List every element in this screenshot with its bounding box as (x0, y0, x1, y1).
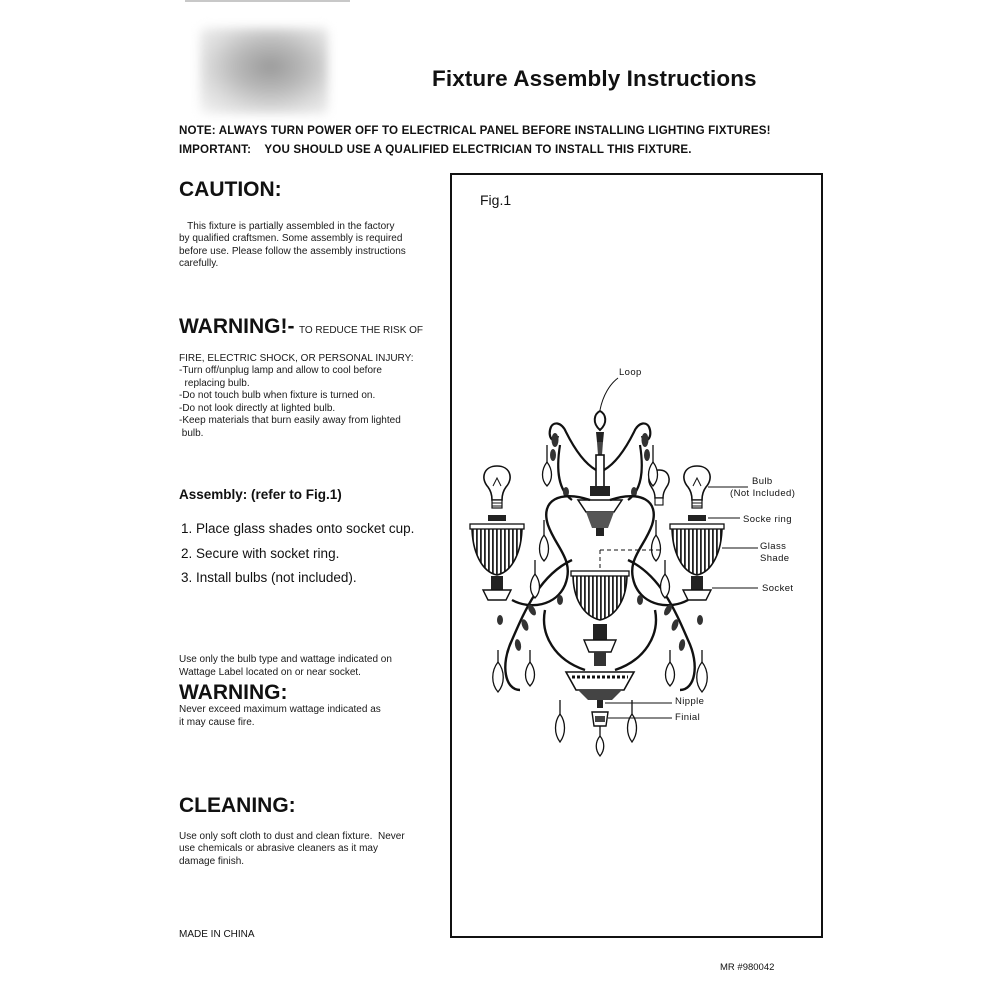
cleaning-line: damage finish. (179, 855, 245, 867)
shade-label: Shade (760, 553, 790, 564)
loop-part (595, 411, 606, 455)
glass-label: Glass (760, 541, 787, 552)
right-socket (683, 576, 711, 600)
cleaning-heading: CLEANING: (179, 794, 296, 817)
bulb-note-line: Wattage Label located on or near socket. (179, 666, 361, 678)
center-stem (578, 455, 622, 536)
center-socket (584, 624, 616, 652)
warning-heading: WARNING!- (179, 315, 295, 338)
cleaning-line: Use only soft cloth to dust and clean fixture. Never (179, 830, 405, 842)
warning-line: FIRE, ELECTRIC SHOCK, OR PERSONAL INJURY: (179, 352, 414, 364)
bulb-not-included-label: (Not Included) (730, 488, 796, 499)
caution-line: carefully. (179, 258, 219, 269)
bulb-note-line: Use only the bulb type and wattage indicated on (179, 654, 392, 665)
bulb-label: Bulb (752, 476, 773, 487)
center-glass-shade (571, 571, 629, 620)
figure-label: Fig.1 (480, 192, 512, 208)
right-socket-ring (688, 515, 706, 521)
warning-line: replacing bulb. (179, 377, 250, 389)
caution-line: This fixture is partially assembled in the factory (179, 220, 395, 232)
left-glass-shade (470, 524, 524, 575)
loop-label: Loop (619, 367, 642, 378)
finial-label: Finial (675, 712, 701, 723)
left-bulb (484, 466, 510, 508)
nipple-label: Nipple (675, 696, 705, 707)
cleaning-line: use chemicals or abrasive cleaners as it may (179, 843, 378, 854)
nipple-part (597, 700, 603, 708)
right-bulb (684, 466, 710, 508)
electrician-note: IMPORTANT: YOU SHOULD USE A QUALIFIED ELECTRICIAN TO INSTALL THIS FIXTURE. (179, 143, 692, 156)
page-title: Fixture Assembly Instructions (432, 66, 757, 91)
caution-line: before use. Please follow the assembly instructions (179, 245, 406, 257)
finial-part (592, 712, 608, 726)
left-socket (483, 576, 511, 600)
socket-label: Socket (762, 583, 794, 594)
wattage-warning-heading: WARNING: (179, 681, 288, 704)
caution-line: by qualified craftsmen. Some assembly is required (179, 233, 403, 244)
power-off-note: NOTE: ALWAYS TURN POWER OFF TO ELECTRICAL PANEL BEFORE INSTALLING LIGHTING FIXTURES! (179, 124, 771, 137)
fixture-body (566, 652, 634, 700)
warning-line: bulb. (179, 427, 204, 439)
right-glass-shade (670, 524, 724, 575)
warning-line: -Do not look directly at lighted bulb. (179, 402, 336, 414)
warning-line: -Do not touch bulb when fixture is turned on. (179, 390, 376, 401)
left-socket-ring (488, 515, 506, 521)
warning-inline-text: TO REDUCE THE RISK OF (298, 325, 424, 336)
assembly-heading: Assembly: (refer to Fig.1) (179, 487, 342, 502)
warning-line: -Turn off/unplug lamp and allow to cool before (179, 365, 382, 376)
assembly-step: 1. Place glass shades onto socket cup. (181, 521, 415, 536)
wattage-warning-line: it may cause fire. (179, 716, 255, 728)
made-in-label: MADE IN CHINA (179, 929, 255, 940)
socket-ring-label: Socke ring (743, 514, 792, 525)
caution-heading: CAUTION: (179, 178, 282, 201)
wattage-warning-line: Never exceed maximum wattage indicated as (179, 704, 381, 715)
assembly-step: 3. Install bulbs (not included). (181, 570, 357, 585)
warning-line: -Keep materials that burn easily away from lighted (179, 415, 401, 426)
model-reference-number: MR #980042 (720, 962, 775, 973)
assembly-step: 2. Secure with socket ring. (181, 545, 340, 561)
